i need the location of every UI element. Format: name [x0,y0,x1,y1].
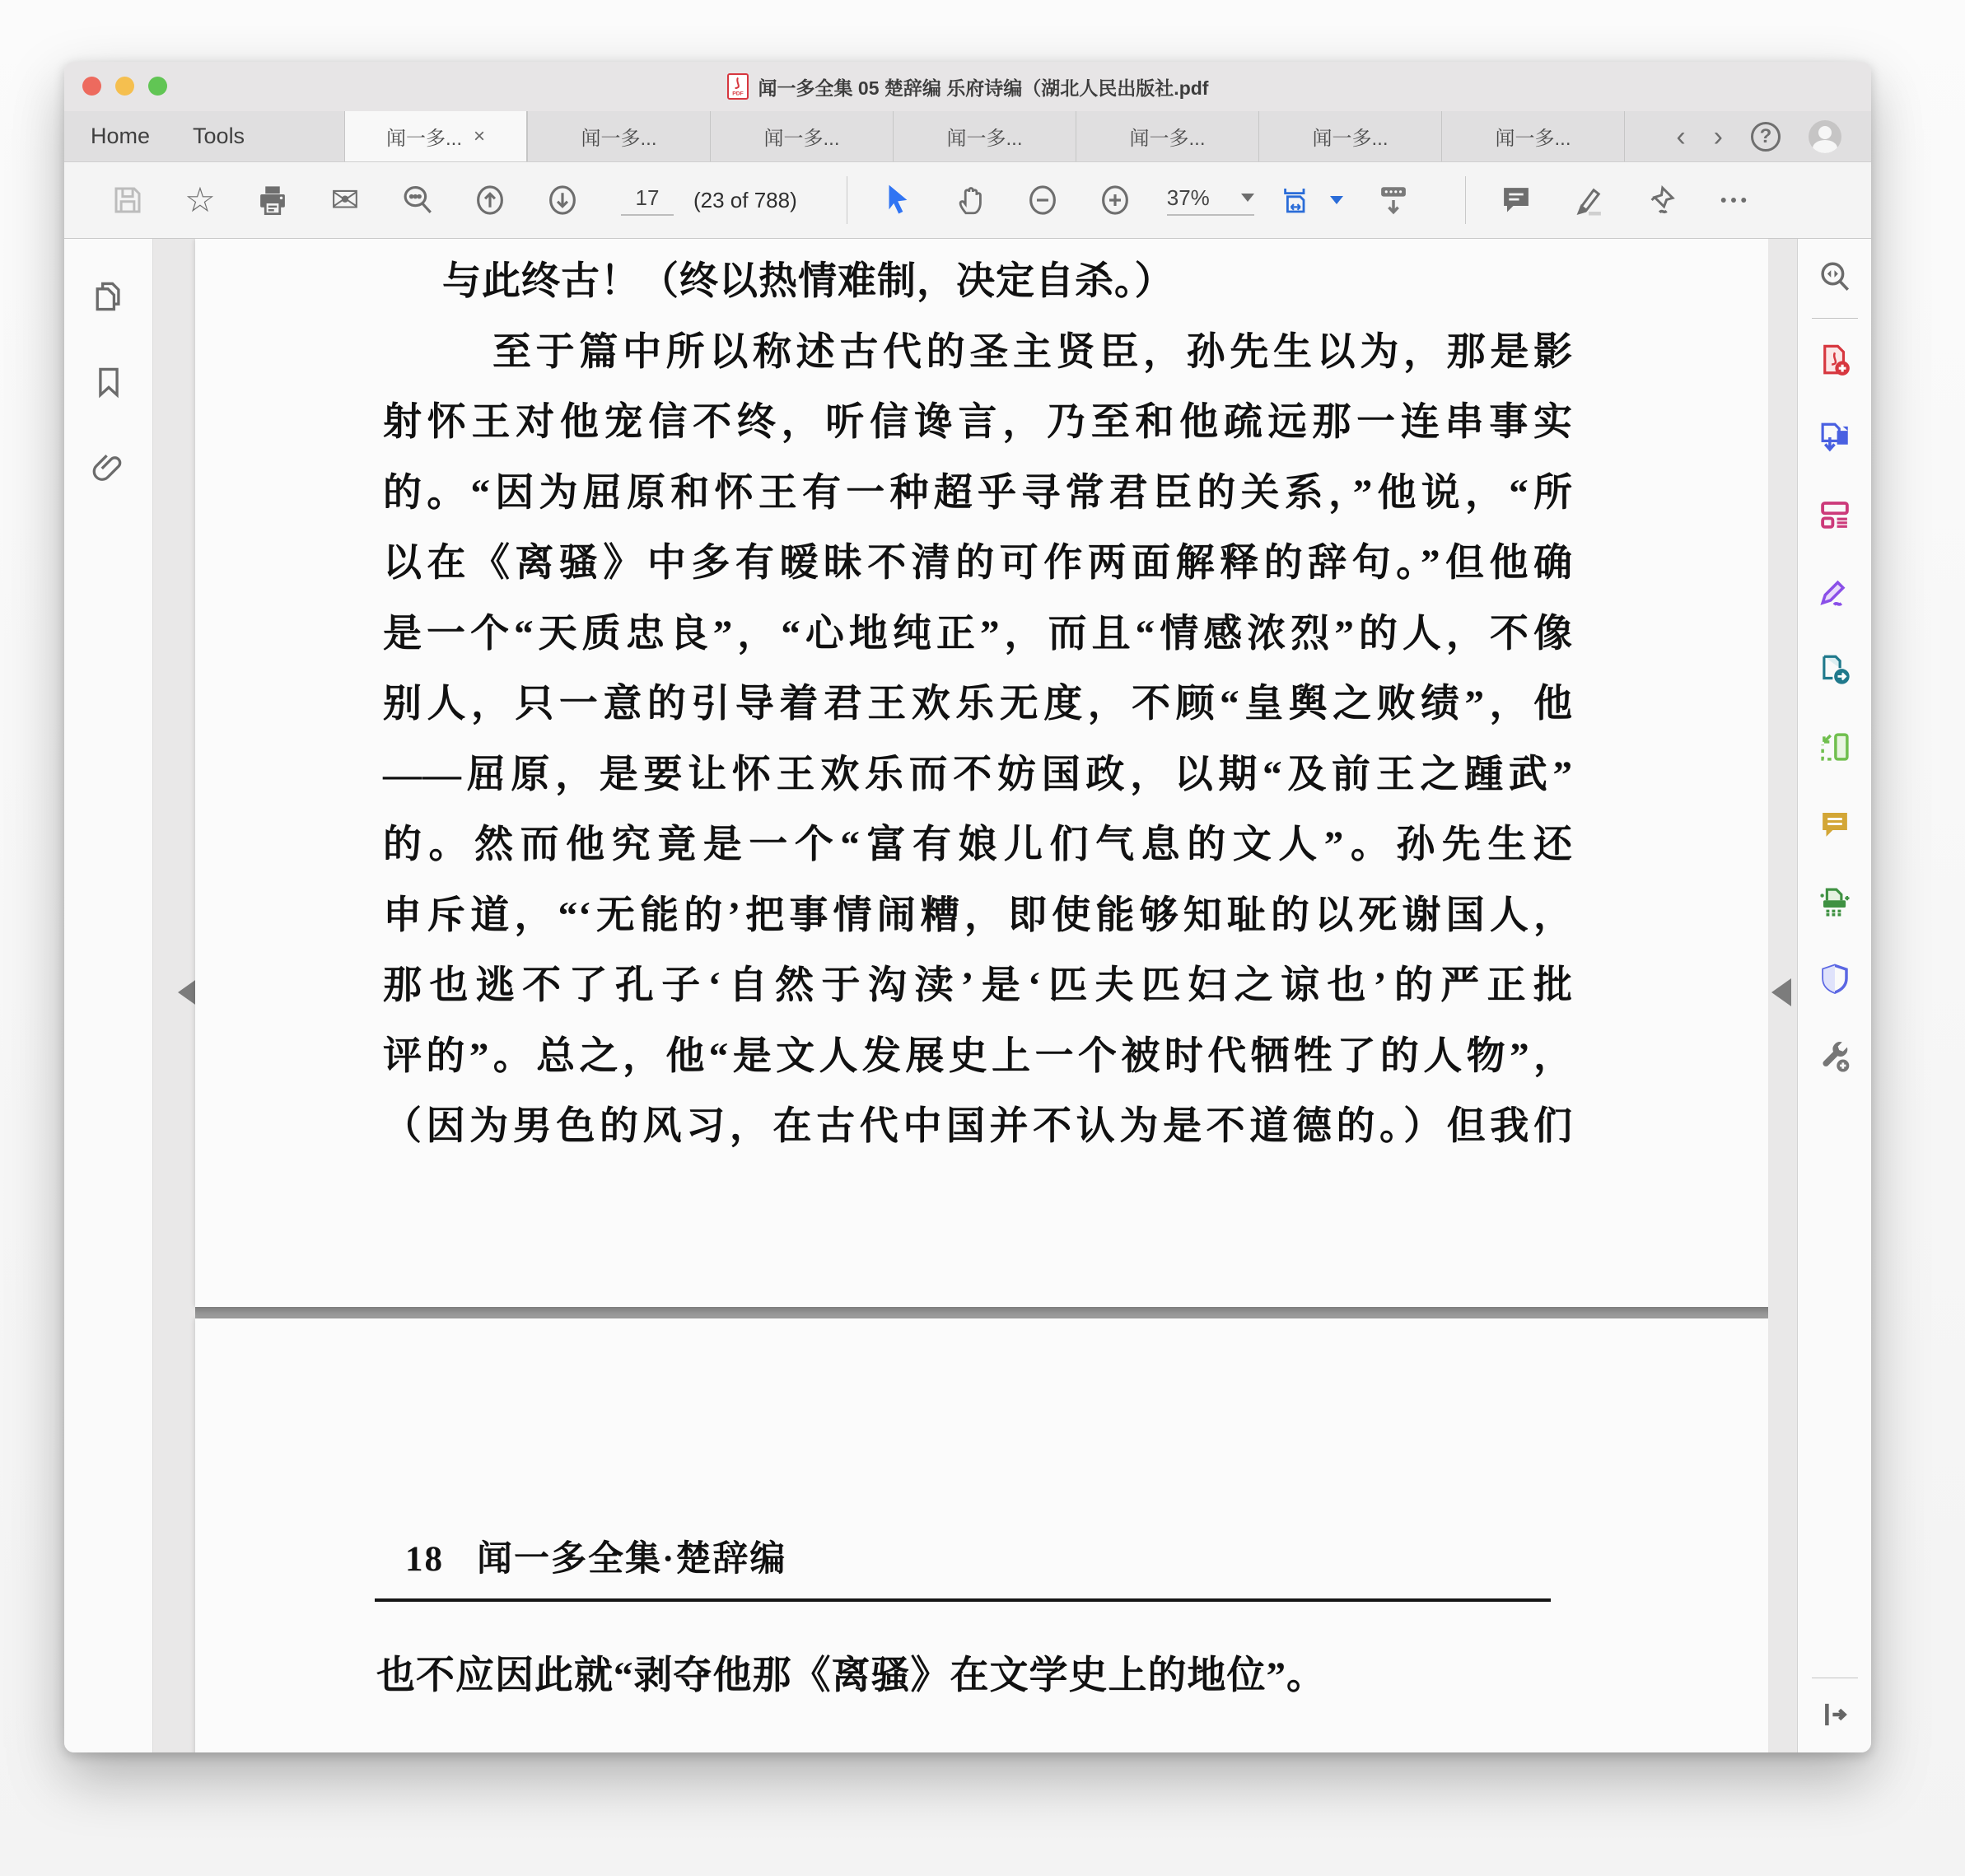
sign-tool-button[interactable] [1636,175,1687,226]
document-tab-label: 闻一多... [385,128,462,150]
close-tab-icon[interactable]: × [474,124,486,147]
close-window-button[interactable] [82,77,101,96]
tab-scroll-right-icon[interactable]: › [1713,120,1723,152]
document-tab-label: 闻一多... [581,128,657,150]
window-title: 闻一多全集 05 楚辞编 乐府诗编（湖北人民出版社.pdf [758,77,1209,99]
text-line: 别人，只一意的引导着君王欢乐无度，不顾“皇舆之败绩”，他 [383,683,1573,726]
fit-width-dropdown-icon[interactable] [1330,196,1343,204]
pdf-page-17 [195,239,1768,1307]
edit-pdf-icon[interactable] [1817,497,1853,533]
email-button[interactable]: ✉ [330,180,360,219]
tab-scroll-left-icon[interactable]: ‹ [1676,120,1686,152]
save-button[interactable] [102,175,153,226]
attachments-icon[interactable] [89,448,128,488]
svg-text:PDF: PDF [731,91,744,97]
star-favorite-button[interactable]: ☆ [184,180,216,219]
share-pdf-icon[interactable] [1817,651,1853,688]
traffic-lights [82,77,167,96]
tab-strip-spacer [1624,111,1676,161]
page-count-label: (23 of 788) [693,187,797,212]
select-tool-button[interactable] [872,175,923,226]
page-scrolling-button[interactable] [1368,175,1419,226]
page-number-label: 18 [405,1540,444,1579]
comment-tool-button[interactable] [1491,175,1542,226]
zoom-in-button[interactable] [1090,175,1141,226]
hand-tool-button[interactable] [945,175,996,226]
add-tools-icon[interactable] [1817,1038,1853,1075]
zoom-dropdown-icon[interactable] [1241,194,1254,202]
tools-panel-rail [1797,239,1871,1752]
highlight-tool-button[interactable] [1563,175,1614,226]
bookmarks-icon[interactable] [89,362,128,402]
document-tab-label: 闻一多... [946,128,1023,150]
document-tab[interactable] [893,111,1076,161]
toolbar-separator [1465,176,1466,224]
document-tab[interactable] [1076,111,1258,161]
running-header [405,1531,786,1581]
text-line: 也不应因此就“剥夺他那《离骚》在文学史上的地位”。 [376,1654,1326,1697]
zoom-out-button[interactable] [1017,175,1068,226]
document-tab-label: 闻一多... [1495,128,1571,150]
collapse-panel-arrow-icon[interactable] [1771,978,1791,1006]
protect-icon[interactable] [1817,961,1853,997]
page-text [383,247,1573,1163]
page-divider [195,1307,1768,1318]
zoom-window-button[interactable] [148,77,167,96]
comment-panel-icon[interactable] [1817,806,1853,842]
text-line: （因为男色的风习，在古代中国并不认为是不道德的。）但我们 [383,1105,1573,1148]
tab-home[interactable]: Home [91,124,151,148]
document-tab-label: 闻一多... [1312,128,1389,150]
text-line: 至于篇中所以称述古代的圣主贤臣，孙先生以为，那是影 [492,330,1573,374]
zoom-level-input[interactable] [1167,185,1254,216]
text-line: ——屈原，是要让怀王欢乐而不妨国政，以期“及前王之踵武” [383,753,1573,796]
create-pdf-icon[interactable] [1817,342,1853,378]
page-thumbnails-icon[interactable] [89,277,128,316]
document-tab[interactable] [1441,111,1624,161]
next-page-button[interactable] [537,175,588,226]
left-panel-rail [64,239,153,1752]
document-tab[interactable] [527,111,710,161]
pdf-page-18 [195,1318,1768,1752]
text-line: 的。然而他究竟是一个“富有娘儿们气息的文人”。孙先生还 [383,824,1573,866]
pdf-file-icon [727,73,749,100]
document-tab-active[interactable] [344,111,527,161]
main-toolbar [64,162,1871,239]
document-tab-label: 闻一多... [763,128,840,150]
title-bar [64,62,1871,111]
organize-pages-icon[interactable] [1817,729,1853,765]
text-line: 射怀王对他宠信不终，听信谗言，乃至和他疏远那一连串事实 [383,401,1573,444]
previous-page-button[interactable] [464,175,516,226]
text-line: 的。“因为屈原和怀王有一种超乎寻常君臣的关系，”他说，“所 [383,471,1573,515]
search-button[interactable] [392,175,443,226]
fit-width-button[interactable] [1277,175,1347,226]
text-line: 与此终古！（终以热情难制，决定自杀。） [442,260,1174,303]
page-number-input[interactable] [621,185,674,216]
marquee-zoom-icon[interactable] [1817,259,1853,295]
minimize-window-button[interactable] [115,77,134,96]
document-view[interactable] [153,239,1768,1752]
account-avatar[interactable] [1809,120,1841,153]
text-line: 评的”。总之，他“是文人发展史上一个被时代牺牲了的人物”， [383,1034,1573,1078]
more-tools-button[interactable] [1708,175,1759,226]
print-button[interactable] [247,175,298,226]
text-line: 是一个“天质忠良”，“心地纯正”，而且“情感浓烈”的人，不像 [383,612,1573,656]
tab-tools[interactable]: Tools [193,124,245,148]
scan-ocr-icon[interactable] [1817,884,1853,920]
header-rule [375,1598,1551,1602]
help-icon[interactable]: ? [1751,122,1781,152]
running-header-title: 闻一多全集·楚辞编 [477,1540,787,1579]
document-tab[interactable] [710,111,893,161]
document-tab-label: 闻一多... [1129,128,1206,150]
text-line: 申斥道，“‘无能的’把事情闹糟，即使能够知耻的以死谢国人， [383,894,1573,937]
rail-divider [1812,318,1858,319]
document-tab[interactable] [1258,111,1441,161]
fill-sign-icon[interactable] [1817,574,1853,610]
tab-bar [64,111,1871,162]
export-pdf-icon[interactable] [1817,419,1853,455]
text-line: 以在《离骚》中多有暧昧不清的可作两面解释的辞句。”但他确 [383,542,1573,585]
text-line: 那也逃不了孔子‘自然于沟渎’是‘匹夫匹妇之谅也’的严正批 [383,964,1573,1007]
open-tools-panel-icon[interactable] [1817,1696,1853,1733]
scrollbar-track[interactable] [1768,239,1797,1752]
acrobat-window [64,62,1871,1752]
